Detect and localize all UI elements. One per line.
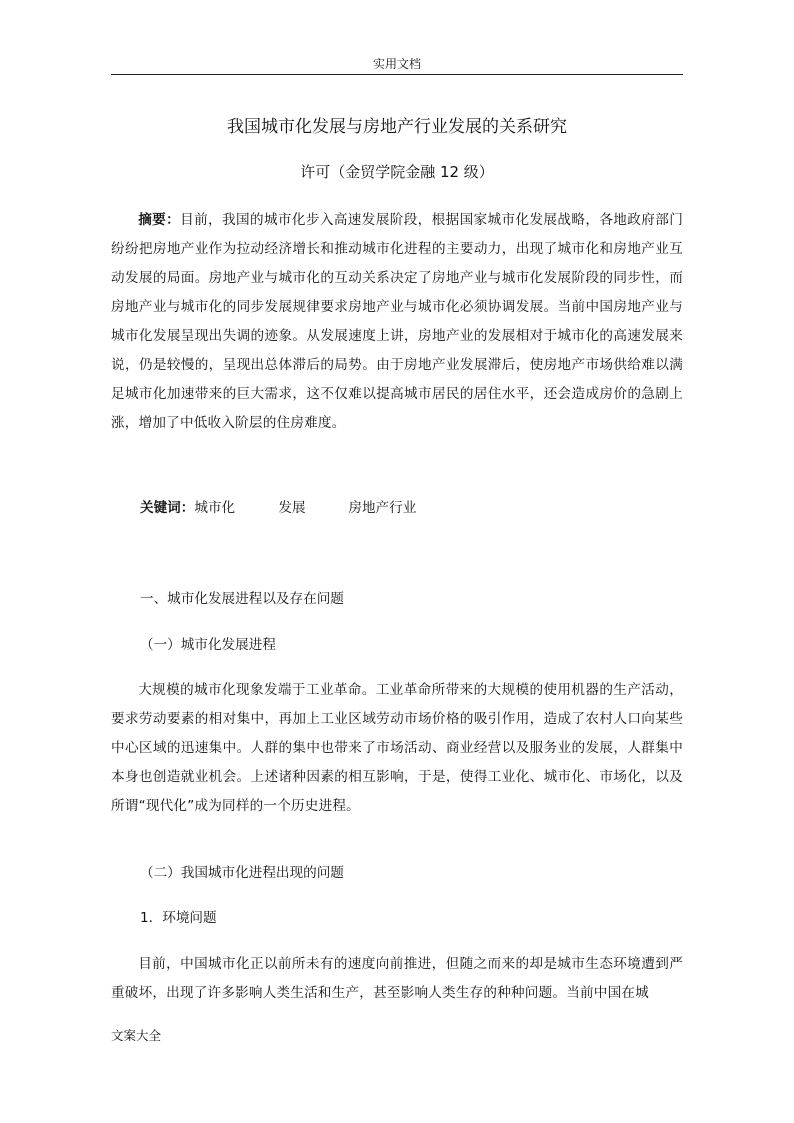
item-heading: 1．环境问题 xyxy=(140,910,217,926)
page-header: 实用文档 xyxy=(372,57,421,71)
subsection-heading: （一）城市化发展进程 xyxy=(140,637,276,653)
body-paragraph: 目前，中国城市化正以前所未有的速度向前推进，但随之而来的却是城市生态环境遭到严重破坏，出现了许多影响人类生活和生产，甚至影响人类生存的种种问题。当前中国在城 xyxy=(111,956,683,1001)
header-rule xyxy=(111,74,683,75)
keyword-item: 城市化 xyxy=(194,500,236,516)
abstract-label: 摘要： xyxy=(138,212,181,228)
subsection-heading: （二）我国城市化进程出现的问题 xyxy=(140,865,344,881)
section-heading: 一、城市化发展进程以及存在问题 xyxy=(140,591,344,607)
author-line: 许可（金贸学院金融 12 级） xyxy=(300,163,494,181)
page-footer: 文案大全 xyxy=(111,1028,162,1043)
keywords-line xyxy=(140,496,416,520)
document-title: 我国城市化发展与房地产行业发展的关系研究 xyxy=(227,117,567,137)
keyword-item: 房地产行业 xyxy=(348,500,417,516)
abstract-paragraph xyxy=(111,206,683,438)
body-paragraph: 大规模的城市化现象发端于工业革命。工业革命所带来的大规模的使用机器的生产活动，要求劳动要素的相对集中，再加上工业区域劳动市场价格的吸引作用，造成了农村人口向某些中心区域的迅速集中。人群的集中也带来了市场活动、商业经营以及服务业的发展，人群集中本身也创造就业机会。上述诸种因素的相互影响，于是，使得工业化、城市化、市场化，以及所谓“现代化”成为同样的一个历史进程。 xyxy=(111,682,683,814)
abstract-text: 目前，我国的城市化步入高速发展阶段，根据国家城市化发展战略，各地政府部门纷纷把房地产业作为拉动经济增长和推动城市化进程的主要动力，出现了城市化和房地产业互动发展的局面。房地产业与城市化的互动关系决定了房地产业与城市化发展阶段的同步性，而房地产业与城市化的同步发展规律要求房地产业与城市化必须协调发展。当前中国房地产业与城市化发展呈现出失调的迹象。从发展速度上讲，房地产业的发展相对于城市化的高速发展来说，仍是较慢的，呈现出总体滞后的局势。由于房地产业发展滞后，使房地产市场供给难以满足城市化加速带来的巨大需求，这不仅难以提高城市居民的居住水平，还会造成房价的急剧上涨，增加了中低收入阶层的住房难度。 xyxy=(111,212,683,431)
keywords-label: 关键词： xyxy=(140,500,195,516)
keyword-item: 发展 xyxy=(278,500,306,516)
